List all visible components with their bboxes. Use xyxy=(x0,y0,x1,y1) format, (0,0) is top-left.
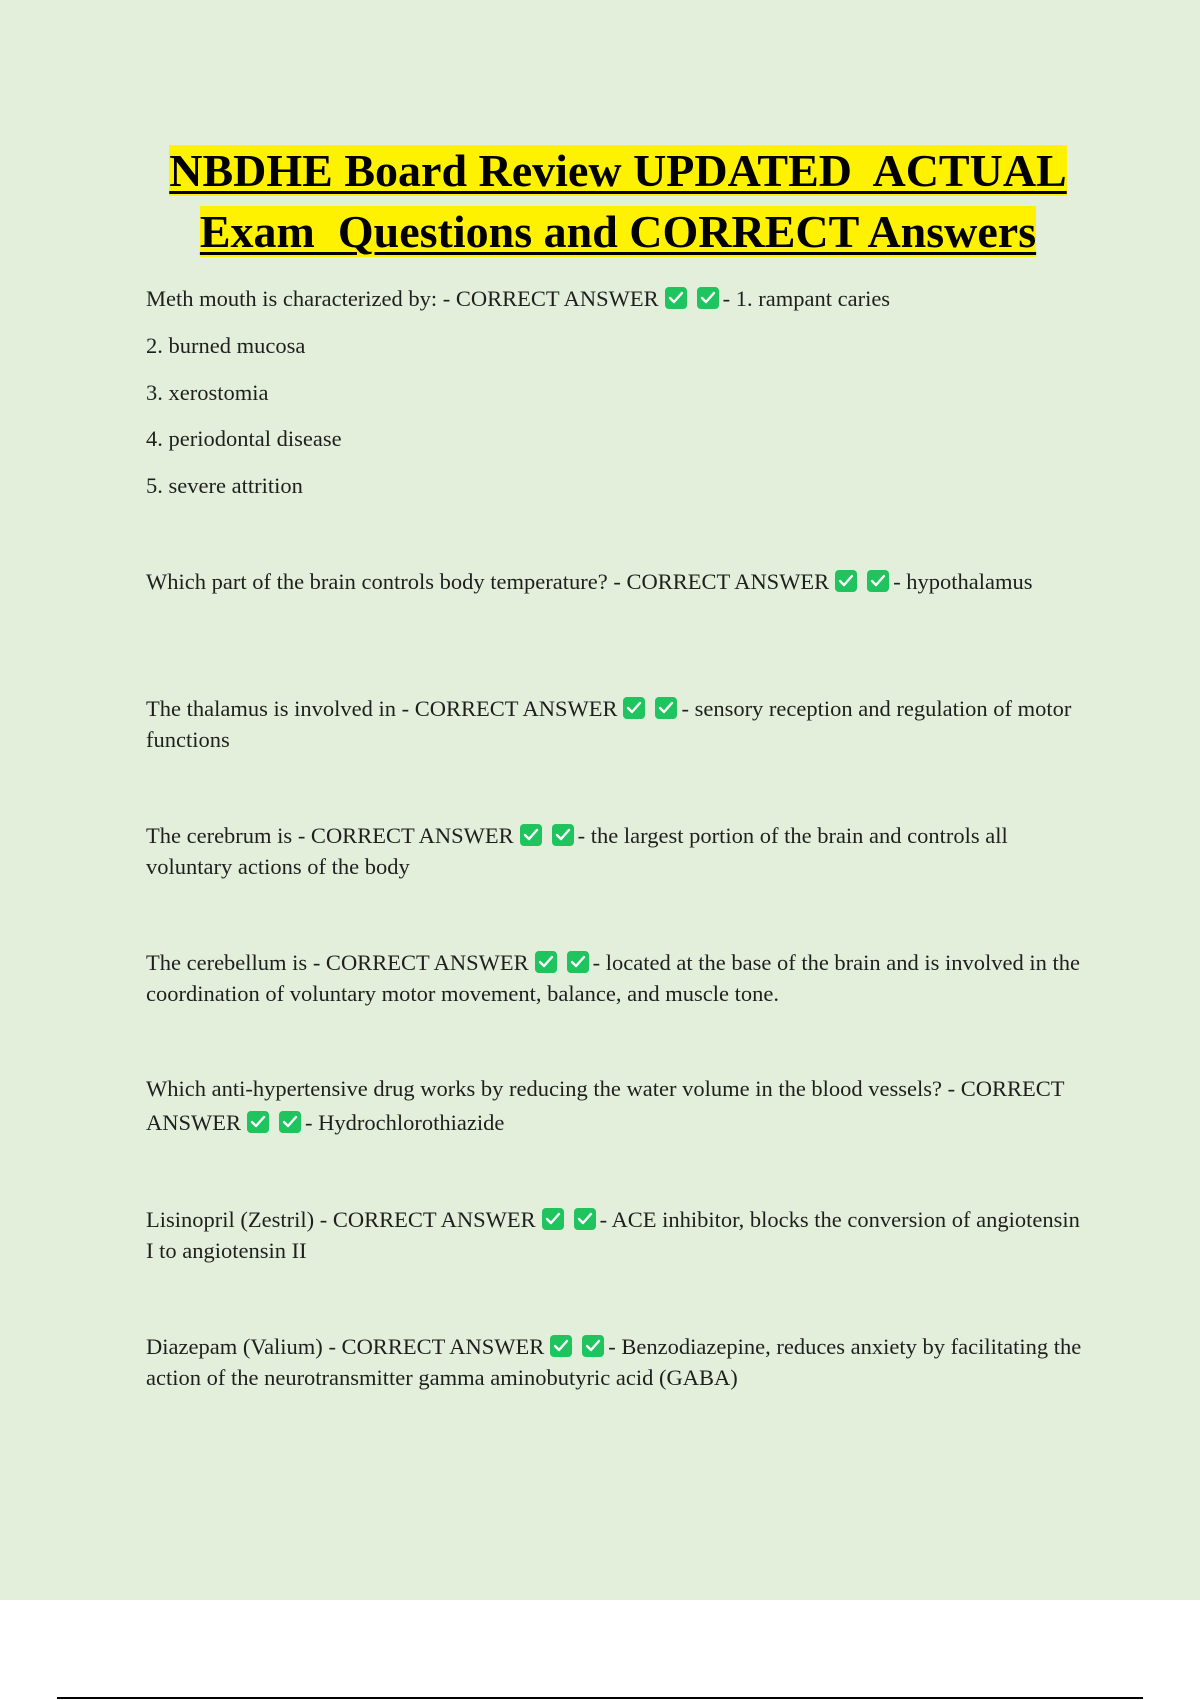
check-mark-button-icon xyxy=(535,951,557,973)
check-mark-button-icon xyxy=(835,570,857,592)
correct-answer-marker: - CORRECT ANSWER xyxy=(613,569,830,594)
title-line-1: NBDHE Board Review UPDATED ACTUAL xyxy=(169,145,1067,196)
check-mark-button-icon xyxy=(697,287,719,309)
answer-text: - the largest portion of the brain and controls all voluntary actions of the body xyxy=(146,823,1008,879)
check-mark-button-icon xyxy=(582,1335,604,1357)
question-text: Which part of the brain controls body temperature? xyxy=(146,569,608,594)
answer-text: - 1. rampant caries xyxy=(722,286,891,311)
check-mark-button-icon xyxy=(574,1208,596,1230)
answer-text: - Hydrochlorothiazide xyxy=(305,1110,505,1135)
correct-answer-marker: - CORRECT ANSWER xyxy=(297,823,514,848)
check-mark-button-icon xyxy=(552,824,574,846)
question-text: The cerebellum is xyxy=(146,950,308,975)
correct-answer-marker: - CORRECT ANSWER xyxy=(319,1207,536,1232)
check-mark-button-icon xyxy=(567,951,589,973)
check-mark-button-icon xyxy=(520,824,542,846)
question-text: Diazepam (Valium) xyxy=(146,1334,323,1359)
check-mark-button-icon xyxy=(655,697,677,719)
check-mark-button-icon xyxy=(550,1335,572,1357)
answer-text: - sensory reception and regulation of motor functions xyxy=(146,696,1072,752)
check-mark-button-icon xyxy=(867,570,889,592)
check-mark-button-icon xyxy=(623,697,645,719)
qa-item xyxy=(146,1331,1091,1393)
check-mark-button-icon xyxy=(247,1111,269,1133)
answer-list-item: 2. burned mucosa xyxy=(146,333,306,358)
answer-list-item: 4. periodontal disease xyxy=(146,426,342,451)
answer-list-item: 5. severe attrition xyxy=(146,473,303,498)
correct-answer-marker: - CORRECT ANSWER xyxy=(146,1076,1065,1135)
answer-text: - Benzodiazepine, reduces anxiety by facilitating the action of the neurotransmitter gamma aminobutyric acid (GABA) xyxy=(146,1334,1082,1390)
question-text: Which anti-hypertensive drug works by reducing the water volume in the blood vessels? xyxy=(146,1076,943,1101)
qa-item xyxy=(146,947,1091,1009)
footer-divider xyxy=(57,1697,1143,1699)
question-text: Meth mouth is characterized by: xyxy=(146,286,438,311)
check-mark-button-icon xyxy=(279,1111,301,1133)
qa-item xyxy=(146,820,1091,882)
answer-text: - located at the base of the brain and is involved in the coordination of voluntary motor movement, balance, and muscle tone. xyxy=(146,950,1081,1006)
question-text: Lisinopril (Zestril) xyxy=(146,1207,315,1232)
correct-answer-marker: - CORRECT ANSWER xyxy=(312,950,529,975)
answer-text: - ACE inhibitor, blocks the conversion of angiotensin I to angiotensin II xyxy=(146,1207,1080,1263)
check-mark-button-icon xyxy=(542,1208,564,1230)
question-text: The thalamus is involved in xyxy=(146,696,396,721)
qa-item xyxy=(146,1204,1091,1266)
correct-answer-marker: - CORRECT ANSWER xyxy=(442,286,659,311)
qa-item xyxy=(146,693,1091,755)
qa-item xyxy=(146,566,1091,597)
question-text: The cerebrum is xyxy=(146,823,293,848)
check-mark-button-icon xyxy=(665,287,687,309)
answer-list-item: 3. xerostomia xyxy=(146,380,269,405)
document-title xyxy=(100,140,1136,262)
answer-text: - hypothalamus xyxy=(893,569,1033,594)
qa-item xyxy=(146,1072,1091,1140)
title-line-2: Exam Questions and CORRECT Answers xyxy=(199,206,1037,257)
correct-answer-marker: - CORRECT ANSWER xyxy=(328,1334,545,1359)
correct-answer-marker: - CORRECT ANSWER xyxy=(401,696,618,721)
qa-item xyxy=(146,283,890,314)
